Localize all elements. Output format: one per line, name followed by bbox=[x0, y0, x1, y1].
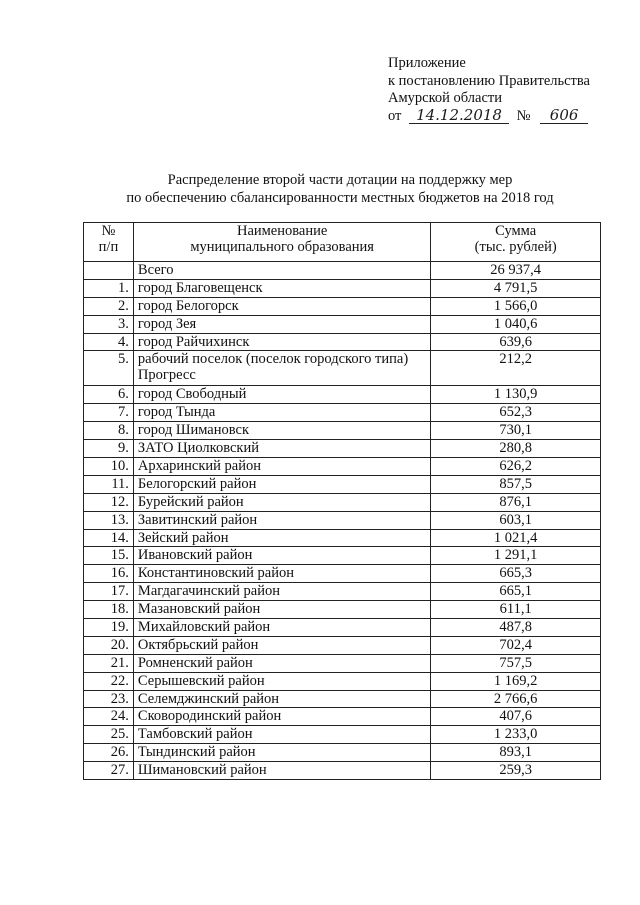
row-name: город Свободный bbox=[133, 386, 430, 404]
title-line-1: Распределение второй части дотации на поддержку мер bbox=[167, 172, 513, 188]
row-number: 24. bbox=[84, 708, 134, 726]
row-number: 17. bbox=[84, 583, 134, 601]
row-number: 20. bbox=[84, 636, 134, 654]
row-sum: 1 021,4 bbox=[431, 529, 601, 547]
row-sum: 876,1 bbox=[431, 493, 601, 511]
row-number: 23. bbox=[84, 690, 134, 708]
row-sum: 2 766,6 bbox=[431, 690, 601, 708]
appendix-heading: Приложение bbox=[388, 55, 466, 71]
row-name: Белогорский район bbox=[133, 475, 430, 493]
table-header-row bbox=[84, 223, 601, 262]
row-number: 12. bbox=[84, 493, 134, 511]
header-name-line1: Наименование bbox=[236, 223, 328, 239]
row-name: Мазановский район bbox=[133, 601, 430, 619]
total-num-cell bbox=[84, 262, 134, 280]
table-row bbox=[84, 386, 601, 404]
table-row bbox=[84, 654, 601, 672]
allocation-table bbox=[83, 222, 601, 780]
table-row bbox=[84, 672, 601, 690]
row-name: город Шимановск bbox=[133, 422, 430, 440]
row-number: 2. bbox=[84, 297, 134, 315]
row-name: Константиновский район bbox=[133, 565, 430, 583]
table-row bbox=[84, 762, 601, 780]
row-number: 25. bbox=[84, 726, 134, 744]
table-row bbox=[84, 279, 601, 297]
appendix-region: Амурской области bbox=[388, 90, 502, 106]
handwritten-number: 606 bbox=[540, 108, 588, 124]
table-row bbox=[84, 351, 601, 386]
row-name: Тындинский район bbox=[133, 744, 430, 762]
row-number: 19. bbox=[84, 619, 134, 637]
row-sum: 639,6 bbox=[431, 333, 601, 351]
table-row bbox=[84, 601, 601, 619]
row-name: город Зея bbox=[133, 315, 430, 333]
row-name: Магдагачинский район bbox=[133, 583, 430, 601]
total-sum: 26 937,4 bbox=[431, 262, 601, 280]
row-sum: 1 233,0 bbox=[431, 726, 601, 744]
row-number: 8. bbox=[84, 422, 134, 440]
row-sum: 4 791,5 bbox=[431, 279, 601, 297]
header-sum bbox=[431, 223, 601, 262]
header-sum-line2: (тыс. рублей) bbox=[474, 239, 557, 255]
table-row bbox=[84, 440, 601, 458]
row-number: 15. bbox=[84, 547, 134, 565]
row-sum: 857,5 bbox=[431, 475, 601, 493]
row-sum: 487,8 bbox=[431, 619, 601, 637]
total-row bbox=[84, 262, 601, 280]
row-name: Ивановский район bbox=[133, 547, 430, 565]
table-row bbox=[84, 511, 601, 529]
table-row bbox=[84, 529, 601, 547]
row-sum: 665,1 bbox=[431, 583, 601, 601]
row-sum: 259,3 bbox=[431, 762, 601, 780]
row-name: Михайловский район bbox=[133, 619, 430, 637]
row-name: Завитинский район bbox=[133, 511, 430, 529]
row-sum: 893,1 bbox=[431, 744, 601, 762]
table-row bbox=[84, 297, 601, 315]
row-sum: 665,3 bbox=[431, 565, 601, 583]
row-name: Ромненский район bbox=[133, 654, 430, 672]
row-number: 5. bbox=[84, 351, 134, 386]
table-row bbox=[84, 493, 601, 511]
row-sum: 626,2 bbox=[431, 458, 601, 476]
row-sum: 1 169,2 bbox=[431, 672, 601, 690]
table-row bbox=[84, 333, 601, 351]
table-row bbox=[84, 583, 601, 601]
table-row bbox=[84, 565, 601, 583]
row-number: 7. bbox=[84, 404, 134, 422]
row-name: Селемджинский район bbox=[133, 690, 430, 708]
row-name: Архаринский район bbox=[133, 458, 430, 476]
table-row bbox=[84, 636, 601, 654]
row-number: 4. bbox=[84, 333, 134, 351]
row-number: 1. bbox=[84, 279, 134, 297]
row-name: Октябрьский район bbox=[133, 636, 430, 654]
row-sum: 1 040,6 bbox=[431, 315, 601, 333]
handwritten-date: 14.12.2018 bbox=[409, 108, 509, 124]
table-row bbox=[84, 744, 601, 762]
header-number-line2: п/п bbox=[98, 239, 119, 255]
header-number bbox=[84, 223, 134, 262]
row-number: 9. bbox=[84, 440, 134, 458]
row-name: Тамбовский район bbox=[133, 726, 430, 744]
table-row bbox=[84, 547, 601, 565]
row-number: 22. bbox=[84, 672, 134, 690]
table-row bbox=[84, 726, 601, 744]
row-name: город Белогорск bbox=[133, 297, 430, 315]
table-row bbox=[84, 708, 601, 726]
table-row bbox=[84, 619, 601, 637]
number-label: № bbox=[516, 107, 531, 124]
row-name: город Райчихинск bbox=[133, 333, 430, 351]
total-label: Всего bbox=[133, 262, 430, 280]
row-sum: 652,3 bbox=[431, 404, 601, 422]
row-sum: 280,8 bbox=[431, 440, 601, 458]
header-sum-line1: Сумма bbox=[495, 223, 537, 239]
row-name: рабочий поселок (поселок городского типа) Прогресс bbox=[133, 351, 430, 386]
row-number: 6. bbox=[84, 386, 134, 404]
row-name: город Тында bbox=[133, 404, 430, 422]
row-sum: 1 291,1 bbox=[431, 547, 601, 565]
appendix-block bbox=[388, 55, 590, 125]
row-sum: 757,5 bbox=[431, 654, 601, 672]
row-number: 13. bbox=[84, 511, 134, 529]
row-name: Зейский район bbox=[133, 529, 430, 547]
table-row bbox=[84, 315, 601, 333]
row-number: 18. bbox=[84, 601, 134, 619]
table-row bbox=[84, 404, 601, 422]
row-sum: 702,4 bbox=[431, 636, 601, 654]
row-sum: 603,1 bbox=[431, 511, 601, 529]
header-number-line1: № bbox=[101, 223, 116, 239]
row-number: 11. bbox=[84, 475, 134, 493]
row-sum: 1 130,9 bbox=[431, 386, 601, 404]
header-name-line2: муниципального образования bbox=[190, 239, 374, 255]
table-row bbox=[84, 475, 601, 493]
appendix-date-line bbox=[388, 105, 590, 126]
row-name: Бурейский район bbox=[133, 493, 430, 511]
table-row bbox=[84, 458, 601, 476]
row-number: 27. bbox=[84, 762, 134, 780]
header-name bbox=[133, 223, 430, 262]
row-sum: 730,1 bbox=[431, 422, 601, 440]
row-name: Шимановский район bbox=[133, 762, 430, 780]
row-name: город Благовещенск bbox=[133, 279, 430, 297]
title-line-2: по обеспечению сбалансированности местных бюджетов на 2018 год bbox=[126, 190, 554, 206]
from-label: от bbox=[388, 107, 402, 124]
row-name: Сковородинский район bbox=[133, 708, 430, 726]
row-number: 21. bbox=[84, 654, 134, 672]
row-name: ЗАТО Циолковский bbox=[133, 440, 430, 458]
row-name: Серышевский район bbox=[133, 672, 430, 690]
row-number: 10. bbox=[84, 458, 134, 476]
row-number: 16. bbox=[84, 565, 134, 583]
row-number: 26. bbox=[84, 744, 134, 762]
table-row bbox=[84, 690, 601, 708]
row-sum: 212,2 bbox=[431, 351, 601, 386]
row-number: 14. bbox=[84, 529, 134, 547]
row-sum: 1 566,0 bbox=[431, 297, 601, 315]
document-title bbox=[120, 171, 560, 207]
row-number: 3. bbox=[84, 315, 134, 333]
row-sum: 611,1 bbox=[431, 601, 601, 619]
row-sum: 407,6 bbox=[431, 708, 601, 726]
appendix-resolution: к постановлению Правительства bbox=[388, 72, 590, 89]
table-row bbox=[84, 422, 601, 440]
